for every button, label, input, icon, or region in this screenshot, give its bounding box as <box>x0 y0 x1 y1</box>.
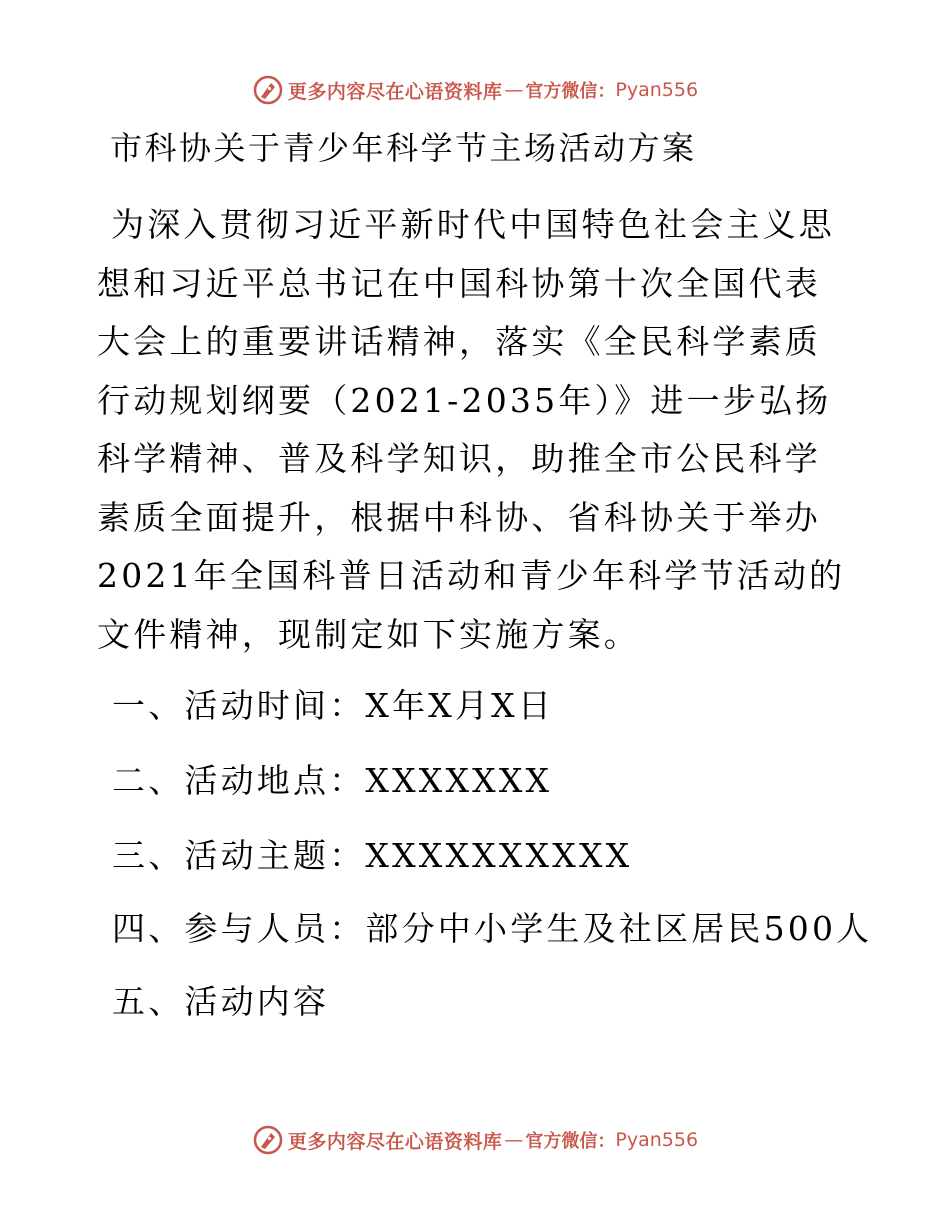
watermark-label: 官方微信： <box>525 81 616 102</box>
watermark-separator: — <box>504 1129 524 1151</box>
pen-nib-logo-icon <box>252 1124 284 1156</box>
watermark-label: 官方微信： <box>525 1131 616 1152</box>
document-title: 市科协关于青少年科学节主场活动方案 <box>110 129 697 167</box>
section-item-time: 一、活动时间：X年X月X日 <box>112 686 555 725</box>
footer-watermark <box>0 1120 950 1160</box>
watermark-text: 更多内容尽在心语资料库 <box>287 80 503 103</box>
watermark-wechat-id: Pyan556 <box>615 79 699 101</box>
intro-paragraph: 为深入贯彻习近平新时代中国特色社会主义思想和习近平总书记在中国科协第十次全国代表大会上的重要讲话精神，落实《全民科学素质行动规划纲要（2021-2035年）》进一步弘扬科学精神、普及科学知识，助推全市公民科学素质全面提升，根据中科协、省科协关于举办2021年全国科普日活动和青少年科学节活动的文件精神，现制定如下实施方案。 <box>97 205 846 654</box>
watermark-text: 更多内容尽在心语资料库 <box>287 1130 503 1153</box>
section-item-content: 五、活动内容 <box>112 982 330 1021</box>
header-watermark <box>0 70 950 110</box>
section-item-location: 二、活动地点：XXXXXXX <box>112 761 553 800</box>
watermark-separator: — <box>504 79 524 101</box>
pen-nib-logo-icon <box>252 74 284 106</box>
section-item-participants: 四、参与人员：部分中小学生及社区居民500人 <box>112 909 873 948</box>
section-item-theme: 三、活动主题：XXXXXXXXXX <box>112 836 633 875</box>
watermark-wechat-id: Pyan556 <box>615 1129 699 1151</box>
